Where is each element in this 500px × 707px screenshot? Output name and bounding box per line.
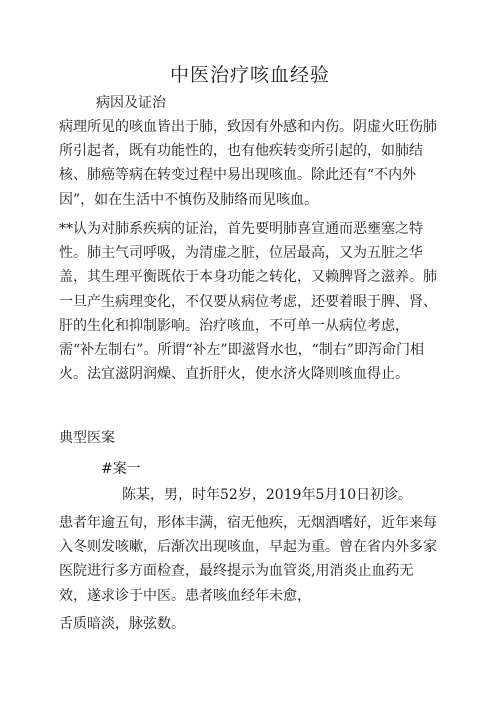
paragraph-treatment-principle: **认为对肺系疾病的证治，首先要明肺喜宣通而恶壅塞之特性。肺主气司呼吸，为清虚之脏，位居最高，又为五脏之华盖，其生理平衡既依于本身功能之转化，又赖脾肾之滋养。肺一旦产生病理变化，不仅要从病位考虑，还要着眼于脾、肾、肝的生化和抑制影响。治疗咳血，不可单一从病位考虑，需“补左制右”。所谓“补左”即滋肾水也，“制右”即泻命门相火。法宜滋阴润燥、直折肝火，使水济火降则咳血得止。 xyxy=(59,221,437,383)
patient-info-line: 陈某，男，时年52岁，2019年5月10日初诊。 xyxy=(122,487,413,503)
section-heading-typical-cases: 典型医案 xyxy=(59,430,115,446)
section-heading-etiology: 病因及证治 xyxy=(96,95,166,111)
tongue-pulse-line: 舌质暗淡，脉弦数。 xyxy=(59,616,185,632)
document-title: 中医治疗咳血经验 xyxy=(169,64,330,86)
case-label: #案一 xyxy=(101,461,141,477)
paragraph-etiology: 病理所见的咳血皆出于肺，致因有外感和内伤。阴虚火旺伤肺所引起者，既有功能性的，也有他疾转变所引起的，如肺结核、肺癌等病在转变过程中易出现咳血。除此还有“不内外因”，如在生活中不慎伤及肺络而见咳血。 xyxy=(59,119,437,208)
paragraph-case-history: 患者年逾五旬，形体丰满，宿无他疾，无烟酒嗜好，近年来每入冬则发咳嗽，后渐次出现咳血，早起为重。曾在省内外多家医院进行多方面检查，最终提示为血管炎,用消炎止血药无效，遂求诊于中医。患者咳血经年未愈， xyxy=(59,515,437,604)
